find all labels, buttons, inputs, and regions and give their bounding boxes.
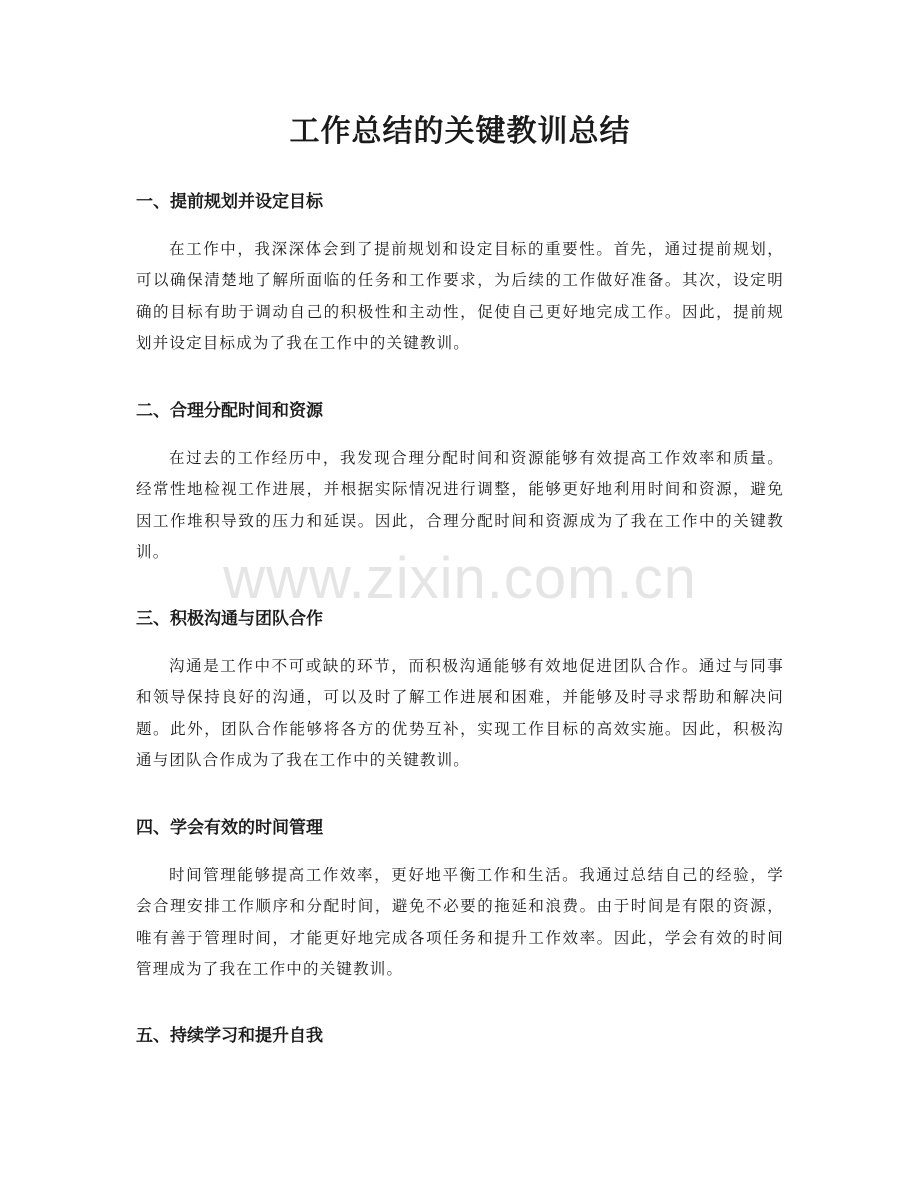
section-heading-4: 四、学会有效的时间管理 xyxy=(136,818,323,838)
section-heading-3: 三、积极沟通与团队合作 xyxy=(136,609,323,629)
section-heading-2: 二、合理分配时间和资源 xyxy=(136,401,323,421)
watermark: www.zixin.com.cn xyxy=(223,546,697,611)
section-heading-5: 五、持续学习和提升自我 xyxy=(136,1026,323,1046)
document-title: 工作总结的关键教训总结 xyxy=(289,114,631,149)
section-paragraph-2: 在过去的工作经历中，我发现合理分配时间和资源能够有效提高工作效率和质量。经常性地检视工作进展，并根据实际情况进行调整，能够更好地利用时间和资源，避免因工作堆积导致的压力和延误。因此，合理分配时间和资源成为了我在工作中的关键教训。 xyxy=(136,449,784,561)
section-heading-1: 一、提前规划并设定目标 xyxy=(136,192,323,212)
section-paragraph-1: 在工作中，我深深体会到了提前规划和设定目标的重要性。首先，通过提前规划，可以确保清楚地了解所面临的任务和工作要求，为后续的工作做好准备。其次，设定明确的目标有助于调动自己的积极性和主动性，促使自己更好地完成工作。因此，提前规划并设定目标成为了我在工作中的关键教训。 xyxy=(136,240,784,352)
section-paragraph-4: 时间管理能够提高工作效率，更好地平衡工作和生活。我通过总结自己的经验，学会合理安排工作顺序和分配时间，避免不必要的拖延和浪费。由于时间是有限的资源，唯有善于管理时间，才能更好地完成各项任务和提升工作效率。因此，学会有效的时间管理成为了我在工作中的关键教训。 xyxy=(136,866,784,978)
section-paragraph-3: 沟通是工作中不可或缺的环节，而积极沟通能够有效地促进团队合作。通过与同事和领导保持良好的沟通，可以及时了解工作进展和困难，并能够及时寻求帮助和解决问题。此外，团队合作能够将各方的优势互补，实现工作目标的高效实施。因此，积极沟通与团队合作成为了我在工作中的关键教训。 xyxy=(136,657,784,769)
